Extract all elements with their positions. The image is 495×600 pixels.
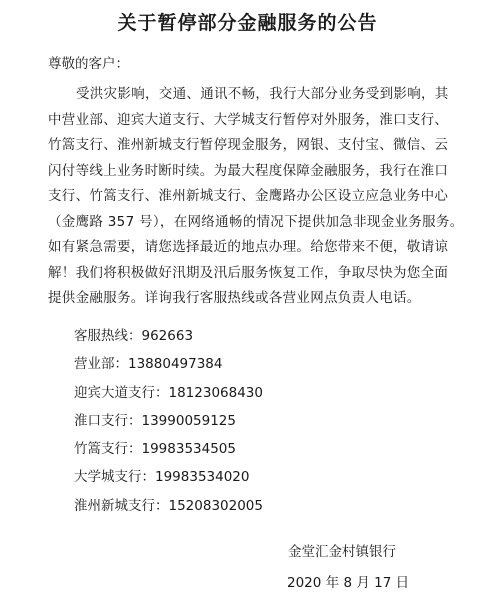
body-line: 如有紧急需要，请您选择最近的地点办理。给您带来不便，敬请谅 <box>48 239 449 255</box>
announcement-title: 关于暂停部分金融服务的公告 <box>117 12 378 34</box>
bank-signature: 金堂汇金村镇银行 <box>288 544 396 560</box>
salutation: 尊敬的客户： <box>48 56 129 72</box>
contact-huaikou-branch: 淮口支行：13990059125 <box>74 412 236 429</box>
body-line: 支行、竹篙支行、淮州新城支行、金鹰路办公区设立应急业务中心 <box>48 188 449 204</box>
body-line: 受洪灾影响，交通、通讯不畅，我行大部分业务受到影响，其 <box>76 86 449 102</box>
body-line: （金鹰路 357 号），在网络通畅的情况下提供加急非现金业务服务。 <box>48 213 464 230</box>
contact-list <box>74 325 263 523</box>
contact-business-dept: 营业部：13880497384 <box>74 356 223 373</box>
contact-yingbin-branch: 迎宾大道支行：18123068430 <box>74 384 263 401</box>
body-line: 解！我们将积极做好汛期及汛后服务恢复工作，争取尽快为您全面 <box>48 264 449 281</box>
contact-university-branch: 大学城支行：19983534020 <box>74 469 250 486</box>
body-line: 提供金融服务。详询我行客服热线或各营业网点负责人电话。 <box>48 290 421 306</box>
contact-huaizhou-branch: 淮州新城支行：15208302005 <box>74 497 263 514</box>
contact-hotline: 客服热线：962663 <box>74 328 194 344</box>
announcement-body <box>48 83 468 313</box>
announcement-date: 2020 年 8 月 17 日 <box>287 575 410 591</box>
body-line: 竹篙支行、淮州新城支行暂停现金服务，网银、支付宝、微信、云 <box>48 137 449 153</box>
body-line: 中营业部、迎宾大道支行、大学城支行暂停对外服务，淮口支行、 <box>48 111 449 128</box>
contact-zhugao-branch: 竹篙支行：19983534505 <box>74 441 236 458</box>
body-line: 闪付等线上业务时断时续。为最大程度保障金融服务，我行在淮口 <box>48 162 449 179</box>
